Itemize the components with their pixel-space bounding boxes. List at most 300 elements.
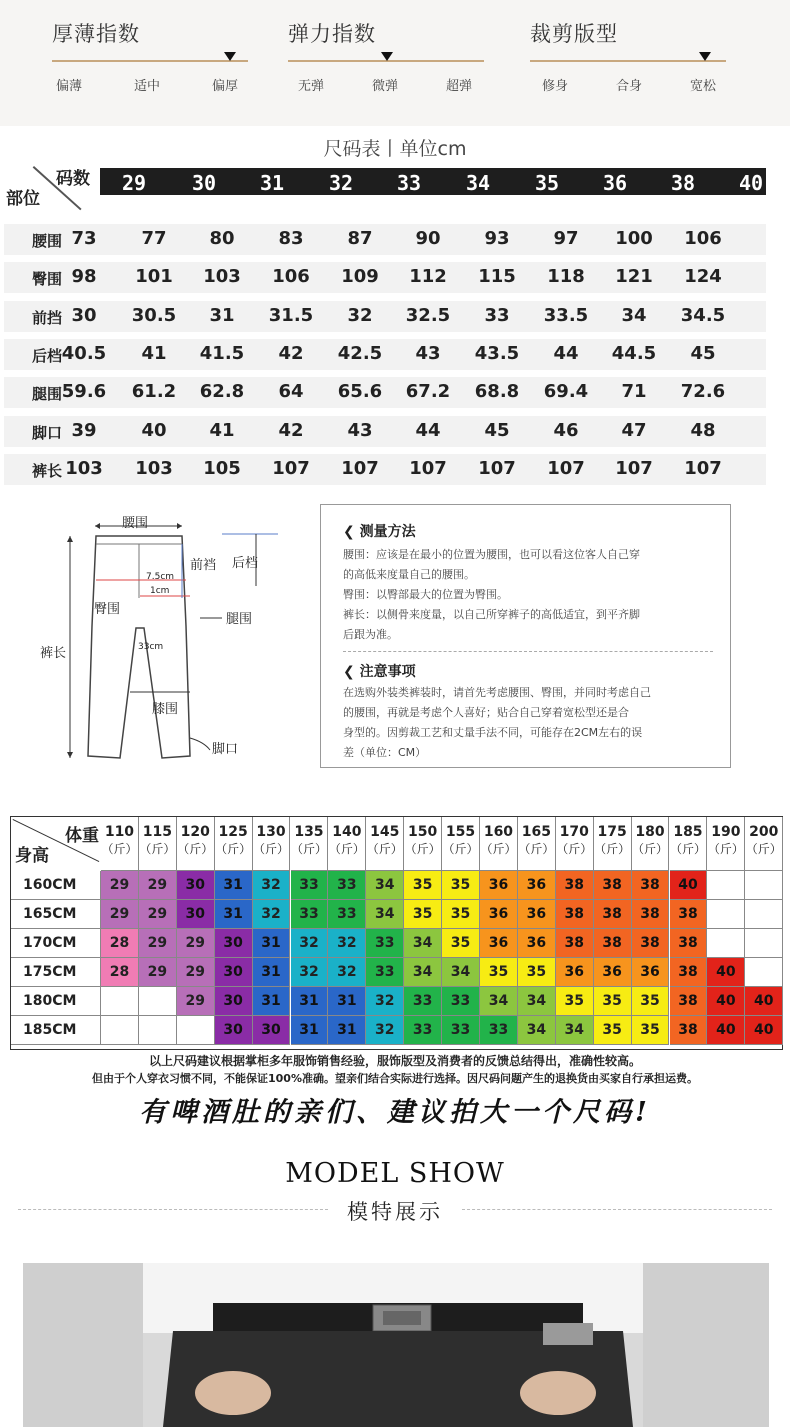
elasticity-label-none: 无弹 [298,79,325,94]
recommendation-corner [11,817,103,866]
weight-unit: （斤） [669,842,706,856]
size-cell: 107 [615,457,653,479]
size-header-cell: 31 [259,171,285,195]
size-cell: 109 [341,266,379,288]
figure-front-rise-label: 前裆 [190,558,217,573]
corner-part-label: 部位 [6,189,40,209]
recommendation-cell: 29 [101,900,139,929]
recommendation-cell [101,1016,139,1045]
recommendation-cell: 35 [632,1016,670,1045]
recommendation-cell: 30 [215,1016,253,1045]
figure-hem-label: 脚口 [212,742,239,757]
weight-header-cell [328,817,366,871]
recommendation-cell: 32 [291,958,329,987]
weight-value: 120 [180,824,210,840]
thickness-label-thick: 偏厚 [212,79,239,94]
recommendation-cell: 33 [480,1016,518,1045]
recommendation-cell: 31 [215,900,253,929]
weight-header-cell [594,817,632,871]
recommendation-cell: 40 [670,871,708,900]
recommendation-cell: 38 [670,900,708,929]
figure-thigh-label: 腿围 [226,612,253,627]
recommendation-cell: 33 [291,900,329,929]
size-cell: 103 [135,457,173,479]
size-cell: 43 [415,342,441,364]
recommendation-cell: 35 [556,987,594,1016]
recommendation-cell [707,900,745,929]
measurement-section [0,500,790,806]
size-cell: 31.5 [268,304,314,326]
size-header-cell: 34 [465,171,491,195]
recommendation-cell: 38 [556,900,594,929]
figure-dim-1: 7.5cm [146,572,175,582]
method-line: 的高低来度量自己的腰围。 [343,568,475,581]
size-cell: 59.6 [61,381,107,403]
recommendation-cell: 33 [328,900,366,929]
recommendation-note-2: 但由于个人穿衣习惯不同，不能保证100%准确。望亲们结合实际进行选择。因尺码问题产生的退换货由买家自行承担运费。 [92,1072,698,1085]
size-header-cell: 32 [328,171,354,195]
recommendation-cell: 38 [632,929,670,958]
weight-value: 150 [408,824,438,840]
fit-label-regular: 合身 [616,79,643,94]
recommendation-cell: 32 [291,929,329,958]
weight-header-cell [101,817,139,871]
recommendation-cell: 33 [404,987,442,1016]
recommendation-cell: 36 [480,929,518,958]
recommendation-cell: 30 [177,871,215,900]
size-cell: 41 [141,342,167,364]
model-photo-illustration [23,1263,769,1427]
thickness-marker-icon [224,52,236,61]
recommendation-cell: 36 [556,958,594,987]
recommendation-cell: 34 [366,900,404,929]
recommendation-cell: 33 [328,871,366,900]
weight-header-cell [518,817,556,871]
model-show-subtitle: 模特展示 [347,1200,443,1224]
size-header-cell: 35 [534,171,560,195]
weight-value: 200 [749,824,779,840]
attention-heading [343,661,416,681]
weight-value: 180 [635,824,665,840]
size-cell: 107 [341,457,379,479]
size-cell: 44.5 [611,342,657,364]
recommendation-cell: 32 [366,987,404,1016]
size-row-label: 臀围 [32,270,63,289]
recommendation-cell [177,1016,215,1045]
recommendation-cell: 35 [442,871,480,900]
weight-header-cell [480,817,518,871]
recommendation-slogan: 有啤酒肚的亲们、建议拍大一个尺码! [139,1097,651,1128]
recommendation-cell: 34 [518,1016,556,1045]
recommendation-cell: 31 [253,987,291,1016]
model-show-title: MODEL SHOW [285,1158,505,1189]
recommendation-cell: 30 [253,1016,291,1045]
weight-unit: （斤） [101,842,138,856]
size-cell: 47 [621,419,647,441]
size-cell: 69.4 [543,381,589,403]
recommendation-cell: 32 [253,871,291,900]
size-row [4,416,766,447]
size-cell: 107 [547,457,585,479]
recommendation-cell: 40 [707,987,745,1016]
fit-index [530,18,730,94]
figure-back-rise-label: 后档 [232,556,259,571]
attention-line: 的腰围，再就是考虑个人喜好；贴合自己穿着宽松型还是合 [343,706,629,719]
recommendation-cell: 38 [594,900,632,929]
method-line: 裤长：以侧骨来度量，以自己所穿裤子的高低适宜，到平齐脚 [343,608,640,621]
weight-unit: （斤） [442,842,479,856]
measurement-notes [320,504,731,768]
size-cell: 45 [484,419,510,441]
fit-label-loose: 宽松 [690,79,717,94]
recommendation-cell: 33 [442,987,480,1016]
height-label: 185CM [11,1016,101,1045]
weight-value: 115 [142,824,172,840]
model-photo [23,1263,769,1427]
recommendation-cell: 34 [480,987,518,1016]
weight-unit: （斤） [366,842,403,856]
recommendation-cell: 33 [291,871,329,900]
fit-label-slim: 修身 [542,79,569,94]
recommendation-cell [707,929,745,958]
attention-text [343,683,713,763]
weight-value: 125 [218,824,248,840]
weight-value: 110 [104,824,135,840]
elasticity-label-slight: 微弹 [372,79,399,94]
size-cell: 43 [347,419,373,441]
weight-value: 160 [483,824,514,840]
method-line: 臀围：以臀部最大的位置为臀围。 [343,588,508,601]
recommendation-cell: 28 [101,929,139,958]
recommendation-cell: 36 [518,900,556,929]
recommendation-cell: 33 [366,929,404,958]
recommendation-cell: 29 [177,929,215,958]
recommendation-cell [745,900,783,929]
recommendation-cell: 34 [442,958,480,987]
size-cell: 33.5 [543,304,589,326]
corner-weight-label: 体重 [65,826,99,846]
size-row-label: 后档 [32,346,63,365]
weight-unit: （斤） [745,842,782,856]
recommendation-grid [10,816,783,1050]
size-cell: 41 [209,419,235,441]
recommendation-cell: 30 [177,900,215,929]
recommendation-cell [139,1016,177,1045]
size-cell: 62.8 [199,381,245,403]
weight-header-cell [404,817,442,871]
recommendation-cell: 38 [670,987,708,1016]
figure-dim-3: 33cm [138,642,164,652]
weight-value: 140 [332,824,362,840]
recommendation-cell: 38 [670,1016,708,1045]
size-cell: 115 [478,266,516,288]
weight-header-cell [556,817,594,871]
recommendation-cell: 30 [215,929,253,958]
size-header-cell: 29 [121,171,147,195]
fit-marker-icon [699,52,711,61]
weight-unit: （斤） [518,842,555,856]
size-cell: 42 [278,419,304,441]
weight-value: 190 [711,824,741,840]
thickness-index [52,18,252,94]
recommendation-cell: 34 [518,987,556,1016]
size-cell: 46 [553,419,579,441]
size-row [4,301,766,332]
elasticity-title: 弹力指数 [288,22,376,46]
recommendation-cell: 40 [707,1016,745,1045]
recommendation-cell: 35 [518,958,556,987]
height-label: 180CM [11,987,101,1016]
weight-header-cell [215,817,253,871]
recommendation-cell: 38 [594,929,632,958]
recommendation-cell: 38 [556,871,594,900]
recommendation-cell: 29 [139,900,177,929]
weight-header-cell [291,817,329,871]
size-cell: 32 [347,304,373,326]
thickness-label-medium: 适中 [134,79,161,94]
figure-length-label: 裤长 [40,646,67,661]
size-cell: 107 [478,457,516,479]
recommendation-cell: 38 [670,958,708,987]
weight-unit: （斤） [707,842,744,856]
size-cell: 34 [621,304,647,326]
size-row [4,262,766,293]
recommendation-cell: 38 [670,929,708,958]
size-cell: 43.5 [474,342,520,364]
method-title: 测量方法 [359,524,416,540]
size-cell: 124 [684,266,722,288]
recommendation-cell: 35 [594,987,632,1016]
method-line: 腰围：应该是在最小的位置为腰围，也可以看这位客人自己穿 [343,548,640,561]
size-cell: 107 [409,457,447,479]
size-cell: 68.8 [474,381,520,403]
size-cell: 34.5 [680,304,726,326]
recommendation-cell: 33 [442,1016,480,1045]
recommendation-cell: 36 [632,958,670,987]
size-row [4,377,766,408]
size-cell: 105 [203,457,241,479]
recommendation-cell: 36 [480,900,518,929]
chevron-left-icon: ❮ [343,664,360,680]
figure-waist-label: 腰围 [122,516,149,531]
weight-value: 175 [597,824,627,840]
attention-line: 差（单位：CM） [343,746,427,759]
weight-header-cell [442,817,480,871]
recommendation-note-1: 以上尺码建议根据掌柜多年服饰销售经验，服饰版型及消费者的反馈总结得出，准确性较高。 [148,1054,641,1068]
recommendation-cell: 36 [518,929,556,958]
size-row-label: 脚口 [32,423,63,442]
index-strip [0,0,790,126]
pants-outline-icon [40,506,290,768]
recommendation-cell: 32 [328,958,366,987]
recommendation-cell: 35 [442,900,480,929]
size-cell: 48 [690,419,716,441]
height-label: 160CM [11,871,101,900]
size-cell: 61.2 [131,381,177,403]
fit-scale-line [530,60,726,62]
recommendation-cell: 29 [139,871,177,900]
size-cell: 100 [615,228,653,249]
recommendation-cell: 33 [404,1016,442,1045]
chevron-left-icon: ❮ [343,524,360,540]
attention-line: 在选购外装类裤装时，请首先考虑腰围、臀围，并同时考虑自己 [343,686,651,699]
size-chart [0,126,790,500]
size-cell: 80 [209,228,235,249]
fit-title: 裁剪版型 [530,22,618,46]
weight-unit: （斤） [139,842,176,856]
recommendation-cell [707,871,745,900]
recommendation-cell: 34 [404,929,442,958]
recommendation-cell: 29 [139,958,177,987]
recommendation-cell: 32 [366,1016,404,1045]
attention-title: 注意事项 [359,664,416,680]
recommendation-cell: 31 [328,1016,366,1045]
recommendation-cell: 31 [328,987,366,1016]
recommendation-cell: 31 [291,987,329,1016]
weight-unit: （斤） [290,842,327,856]
weight-unit: （斤） [594,842,631,856]
recommendation-cell: 31 [291,1016,329,1045]
recommendation-cell: 31 [253,958,291,987]
recommendation-cell: 36 [480,871,518,900]
recommendation-cell: 34 [366,871,404,900]
height-label: 165CM [11,900,101,929]
weight-value: 130 [256,824,286,840]
weight-header-cell [139,817,177,871]
weight-unit: （斤） [253,842,290,856]
weight-header-cell [253,817,291,871]
recommendation-cell: 40 [745,987,783,1016]
recommendation-cell: 31 [215,871,253,900]
size-cell: 103 [203,266,241,288]
size-recommendation [0,806,790,1150]
recommendation-cell: 29 [101,871,139,900]
method-text [343,545,713,645]
weight-value: 135 [294,824,324,840]
recommendation-cell: 38 [594,871,632,900]
size-header-cell: 30 [191,171,217,195]
size-cell: 107 [684,457,722,479]
figure-knee-label: 膝围 [152,702,179,717]
weight-unit: （斤） [632,842,669,856]
figure-dim-2: 1cm [150,586,170,596]
thickness-label-thin: 偏薄 [56,79,83,94]
size-cell: 103 [65,457,103,479]
size-cell: 40.5 [61,342,107,364]
figure-hip-label: 臀围 [94,602,121,617]
size-row-label: 前挡 [32,308,63,327]
size-cell: 39 [71,419,97,441]
recommendation-cell [101,987,139,1016]
size-header-cell: 36 [602,171,628,195]
method-line: 后跟为准。 [343,628,398,641]
recommendation-cell [139,987,177,1016]
recommendation-cell: 35 [404,900,442,929]
recommendation-cell: 28 [101,958,139,987]
recommendation-cell: 40 [707,958,745,987]
size-cell: 42 [278,342,304,364]
attention-line: 身型的。因剪裁工艺和丈量手法不同，可能存在2CM左右的误 [343,726,643,739]
elasticity-index [288,18,488,94]
size-cell: 44 [553,342,579,364]
size-cell: 33 [484,304,510,326]
recommendation-cell: 30 [215,958,253,987]
size-cell: 72.6 [680,381,726,403]
size-cell: 41.5 [199,342,245,364]
size-header-row [100,168,766,195]
elasticity-label-super: 超弹 [446,79,473,94]
size-cell: 98 [71,266,97,288]
size-cell: 118 [547,266,585,288]
thickness-scale-line [52,60,248,62]
size-row [4,224,766,255]
size-row [4,339,766,370]
size-cell: 87 [347,228,373,249]
weight-unit: （斤） [404,842,441,856]
weight-value: 155 [445,824,476,840]
size-cell: 106 [272,266,310,288]
weight-unit: （斤） [215,842,252,856]
size-chart-title: 尺码表丨单位cm [323,138,467,160]
recommendation-cell: 34 [556,1016,594,1045]
size-cell: 73 [71,228,97,249]
size-row-label: 裤长 [32,461,63,480]
size-cell: 32.5 [405,304,451,326]
pants-diagram [40,506,290,768]
notes-divider [343,651,713,652]
size-row-label: 腿围 [32,385,63,404]
recommendation-cell: 38 [632,900,670,929]
recommendation-cell: 32 [328,929,366,958]
recommendation-cell: 29 [139,929,177,958]
size-cell: 64 [278,381,304,403]
height-label: 175CM [11,958,101,987]
size-cell: 121 [615,266,653,288]
recommendation-cell: 32 [253,900,291,929]
weight-header-cell [707,817,745,871]
size-chart-corner [4,162,100,209]
recommendation-cell: 40 [745,1016,783,1045]
method-heading [343,521,416,541]
size-cell: 77 [141,228,167,249]
size-row-label: 腰围 [32,232,63,250]
weight-header-cell [366,817,404,871]
recommendation-cell: 29 [177,987,215,1016]
size-cell: 67.2 [405,381,451,403]
size-header-cell: 40 [738,171,764,195]
model-show-section [0,1150,790,1427]
recommendation-cell: 30 [215,987,253,1016]
size-cell: 83 [278,228,304,249]
recommendation-cell: 31 [253,929,291,958]
weight-header-cell [632,817,670,871]
size-cell: 106 [684,228,722,249]
recommendation-cell: 35 [632,987,670,1016]
weight-value: 185 [673,824,703,840]
recommendation-cell: 38 [632,871,670,900]
model-dash-right [462,1209,772,1210]
recommendation-cell [745,871,783,900]
size-cell: 93 [484,228,510,249]
recommendation-cell [745,958,783,987]
size-cell: 44 [415,419,441,441]
size-cell: 40 [141,419,167,441]
recommendation-cell [745,929,783,958]
size-cell: 30 [71,304,97,326]
size-cell: 112 [409,266,447,288]
weight-header-cell [670,817,708,871]
recommendation-cell: 35 [480,958,518,987]
